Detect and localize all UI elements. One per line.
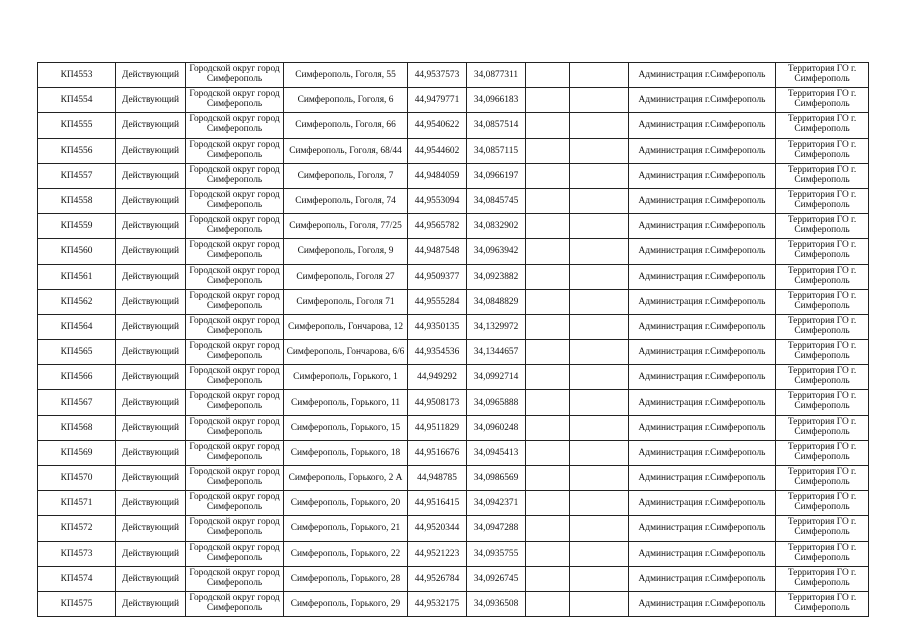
municipality-cell: Городской округ город Симферополь [186, 239, 284, 264]
empty-cell [570, 239, 629, 264]
owner-cell: Администрация г.Симферополь [629, 415, 776, 440]
territory-cell: Территория ГО г. Симферополь [776, 340, 869, 365]
latitude-cell: 44,9553094 [408, 188, 467, 213]
territory-cell: Территория ГО г. Симферополь [776, 264, 869, 289]
address-cell: Симферополь, Гоголя, 74 [284, 188, 408, 213]
longitude-cell: 34,0926745 [467, 566, 526, 591]
territory-cell: Территория ГО г. Симферополь [776, 188, 869, 213]
empty-cell [526, 365, 570, 390]
owner-cell: Администрация г.Симферополь [629, 239, 776, 264]
empty-cell [526, 440, 570, 465]
address-cell: Симферополь, Гоголя 71 [284, 289, 408, 314]
table-row [38, 264, 869, 289]
territory-cell: Территория ГО г. Симферополь [776, 289, 869, 314]
status-cell: Действующий [116, 541, 186, 566]
id-cell: КП4570 [38, 466, 116, 491]
empty-cell [570, 163, 629, 188]
empty-cell [526, 239, 570, 264]
empty-cell [570, 440, 629, 465]
latitude-cell: 44,9508173 [408, 390, 467, 415]
municipality-cell: Городской округ город Симферополь [186, 214, 284, 239]
id-cell: КП4560 [38, 239, 116, 264]
table-row [38, 390, 869, 415]
empty-cell [570, 365, 629, 390]
territory-cell: Территория ГО г. Симферополь [776, 566, 869, 591]
empty-cell [570, 138, 629, 163]
municipality-cell: Городской округ город Симферополь [186, 541, 284, 566]
territory-cell: Территория ГО г. Симферополь [776, 239, 869, 264]
id-cell: КП4558 [38, 188, 116, 213]
table-row [38, 239, 869, 264]
longitude-cell: 34,0877311 [467, 63, 526, 88]
id-cell: КП4553 [38, 63, 116, 88]
empty-cell [526, 264, 570, 289]
owner-cell: Администрация г.Симферополь [629, 541, 776, 566]
empty-cell [570, 541, 629, 566]
id-cell: КП4568 [38, 415, 116, 440]
empty-cell [526, 466, 570, 491]
municipality-cell: Городской округ город Симферополь [186, 415, 284, 440]
territory-cell: Территория ГО г. Симферополь [776, 466, 869, 491]
empty-cell [526, 214, 570, 239]
table-row [38, 365, 869, 390]
longitude-cell: 34,0992714 [467, 365, 526, 390]
id-cell: КП4556 [38, 138, 116, 163]
status-cell: Действующий [116, 239, 186, 264]
territory-cell: Территория ГО г. Симферополь [776, 163, 869, 188]
status-cell: Действующий [116, 163, 186, 188]
address-cell: Симферополь, Гоголя, 68/44 [284, 138, 408, 163]
territory-cell: Территория ГО г. Симферополь [776, 541, 869, 566]
longitude-cell: 34,0857514 [467, 113, 526, 138]
municipality-cell: Городской округ город Симферополь [186, 466, 284, 491]
owner-cell: Администрация г.Симферополь [629, 138, 776, 163]
longitude-cell: 34,0942371 [467, 491, 526, 516]
territory-cell: Территория ГО г. Симферополь [776, 314, 869, 339]
status-cell: Действующий [116, 63, 186, 88]
empty-cell [570, 566, 629, 591]
status-cell: Действующий [116, 138, 186, 163]
id-cell: КП4565 [38, 340, 116, 365]
longitude-cell: 34,0966197 [467, 163, 526, 188]
id-cell: КП4559 [38, 214, 116, 239]
owner-cell: Администрация г.Симферополь [629, 314, 776, 339]
latitude-cell: 44,9544602 [408, 138, 467, 163]
longitude-cell: 34,1329972 [467, 314, 526, 339]
latitude-cell: 44,9484059 [408, 163, 467, 188]
owner-cell: Администрация г.Симферополь [629, 390, 776, 415]
address-cell: Симферополь, Горького, 22 [284, 541, 408, 566]
id-cell: КП4571 [38, 491, 116, 516]
municipality-cell: Городской округ город Симферополь [186, 566, 284, 591]
latitude-cell: 44,9555284 [408, 289, 467, 314]
status-cell: Действующий [116, 591, 186, 616]
address-cell: Симферополь, Горького, 18 [284, 440, 408, 465]
empty-cell [570, 516, 629, 541]
longitude-cell: 34,0945413 [467, 440, 526, 465]
owner-cell: Администрация г.Симферополь [629, 163, 776, 188]
longitude-cell: 34,0848829 [467, 289, 526, 314]
address-cell: Симферополь, Гоголя, 6 [284, 88, 408, 113]
municipality-cell: Городской округ город Симферополь [186, 591, 284, 616]
latitude-cell: 44,948785 [408, 466, 467, 491]
municipality-cell: Городской округ город Симферополь [186, 491, 284, 516]
empty-cell [570, 340, 629, 365]
owner-cell: Администрация г.Симферополь [629, 440, 776, 465]
latitude-cell: 44,9511829 [408, 415, 467, 440]
address-cell: Симферополь, Гоголя, 55 [284, 63, 408, 88]
status-cell: Действующий [116, 566, 186, 591]
municipality-cell: Городской округ город Симферополь [186, 340, 284, 365]
latitude-cell: 44,9509377 [408, 264, 467, 289]
table-row [38, 88, 869, 113]
id-cell: КП4561 [38, 264, 116, 289]
address-cell: Симферополь, Гоголя, 9 [284, 239, 408, 264]
territory-cell: Территория ГО г. Симферополь [776, 88, 869, 113]
empty-cell [526, 314, 570, 339]
table-row [38, 138, 869, 163]
status-cell: Действующий [116, 516, 186, 541]
id-cell: КП4566 [38, 365, 116, 390]
status-cell: Действующий [116, 440, 186, 465]
municipality-cell: Городской округ город Симферополь [186, 390, 284, 415]
empty-cell [570, 63, 629, 88]
id-cell: КП4573 [38, 541, 116, 566]
latitude-cell: 44,9354536 [408, 340, 467, 365]
table-row [38, 113, 869, 138]
address-cell: Симферополь, Горького, 15 [284, 415, 408, 440]
longitude-cell: 34,0966183 [467, 88, 526, 113]
territory-cell: Территория ГО г. Симферополь [776, 516, 869, 541]
table-row [38, 163, 869, 188]
latitude-cell: 44,949292 [408, 365, 467, 390]
empty-cell [570, 264, 629, 289]
owner-cell: Администрация г.Симферополь [629, 188, 776, 213]
territory-cell: Территория ГО г. Симферополь [776, 365, 869, 390]
municipality-cell: Городской округ город Симферополь [186, 163, 284, 188]
address-cell: Симферополь, Гоголя, 7 [284, 163, 408, 188]
address-cell: Симферополь, Гончарова, 6/6 [284, 340, 408, 365]
table-body [38, 63, 869, 617]
owner-cell: Администрация г.Симферополь [629, 466, 776, 491]
id-cell: КП4562 [38, 289, 116, 314]
id-cell: КП4569 [38, 440, 116, 465]
table-row [38, 591, 869, 616]
latitude-cell: 44,9540622 [408, 113, 467, 138]
status-cell: Действующий [116, 340, 186, 365]
empty-cell [570, 491, 629, 516]
latitude-cell: 44,9520344 [408, 516, 467, 541]
longitude-cell: 34,0935755 [467, 541, 526, 566]
table-row [38, 491, 869, 516]
id-cell: КП4575 [38, 591, 116, 616]
empty-cell [570, 188, 629, 213]
municipality-cell: Городской округ город Симферополь [186, 440, 284, 465]
id-cell: КП4567 [38, 390, 116, 415]
id-cell: КП4572 [38, 516, 116, 541]
territory-cell: Территория ГО г. Симферополь [776, 113, 869, 138]
longitude-cell: 34,0832902 [467, 214, 526, 239]
table-row [38, 214, 869, 239]
empty-cell [570, 88, 629, 113]
municipality-cell: Городской округ город Симферополь [186, 365, 284, 390]
latitude-cell: 44,9526784 [408, 566, 467, 591]
table-row [38, 63, 869, 88]
status-cell: Действующий [116, 365, 186, 390]
territory-cell: Территория ГО г. Симферополь [776, 415, 869, 440]
longitude-cell: 34,1344657 [467, 340, 526, 365]
empty-cell [570, 591, 629, 616]
empty-cell [570, 466, 629, 491]
latitude-cell: 44,9516676 [408, 440, 467, 465]
empty-cell [526, 541, 570, 566]
empty-cell [526, 88, 570, 113]
empty-cell [526, 566, 570, 591]
municipality-cell: Городской округ город Симферополь [186, 289, 284, 314]
latitude-cell: 44,9532175 [408, 591, 467, 616]
territory-cell: Территория ГО г. Симферополь [776, 214, 869, 239]
longitude-cell: 34,0947288 [467, 516, 526, 541]
table-row [38, 466, 869, 491]
latitude-cell: 44,9537573 [408, 63, 467, 88]
id-cell: КП4555 [38, 113, 116, 138]
longitude-cell: 34,0923882 [467, 264, 526, 289]
address-cell: Симферополь, Горького, 1 [284, 365, 408, 390]
latitude-cell: 44,9516415 [408, 491, 467, 516]
municipality-cell: Городской округ город Симферополь [186, 88, 284, 113]
empty-cell [570, 415, 629, 440]
municipality-cell: Городской округ город Симферополь [186, 264, 284, 289]
empty-cell [526, 113, 570, 138]
owner-cell: Администрация г.Симферополь [629, 516, 776, 541]
status-cell: Действующий [116, 390, 186, 415]
id-cell: КП4564 [38, 314, 116, 339]
address-cell: Симферополь, Гоголя, 77/25 [284, 214, 408, 239]
status-cell: Действующий [116, 289, 186, 314]
municipality-cell: Городской округ город Симферополь [186, 314, 284, 339]
table-row [38, 516, 869, 541]
territory-cell: Территория ГО г. Симферополь [776, 138, 869, 163]
status-cell: Действующий [116, 415, 186, 440]
longitude-cell: 34,0936508 [467, 591, 526, 616]
territory-cell: Территория ГО г. Симферополь [776, 491, 869, 516]
owner-cell: Администрация г.Симферополь [629, 289, 776, 314]
owner-cell: Администрация г.Симферополь [629, 264, 776, 289]
territory-cell: Территория ГО г. Симферополь [776, 63, 869, 88]
longitude-cell: 34,0857115 [467, 138, 526, 163]
table-row [38, 314, 869, 339]
owner-cell: Администрация г.Симферополь [629, 113, 776, 138]
address-cell: Симферополь, Горького, 29 [284, 591, 408, 616]
address-cell: Симферополь, Гоголя 27 [284, 264, 408, 289]
empty-cell [570, 390, 629, 415]
address-cell: Симферополь, Горького, 21 [284, 516, 408, 541]
longitude-cell: 34,0845745 [467, 188, 526, 213]
registry-table [37, 62, 869, 617]
owner-cell: Администрация г.Симферополь [629, 63, 776, 88]
table-row [38, 415, 869, 440]
empty-cell [526, 491, 570, 516]
empty-cell [526, 289, 570, 314]
empty-cell [570, 289, 629, 314]
owner-cell: Администрация г.Симферополь [629, 591, 776, 616]
status-cell: Действующий [116, 214, 186, 239]
empty-cell [570, 113, 629, 138]
address-cell: Симферополь, Гончарова, 12 [284, 314, 408, 339]
table-row [38, 340, 869, 365]
owner-cell: Администрация г.Симферополь [629, 340, 776, 365]
municipality-cell: Городской округ город Симферополь [186, 188, 284, 213]
table-row [38, 289, 869, 314]
empty-cell [570, 214, 629, 239]
municipality-cell: Городской округ город Симферополь [186, 516, 284, 541]
status-cell: Действующий [116, 314, 186, 339]
owner-cell: Администрация г.Симферополь [629, 491, 776, 516]
empty-cell [526, 516, 570, 541]
longitude-cell: 34,0963942 [467, 239, 526, 264]
address-cell: Симферополь, Горького, 11 [284, 390, 408, 415]
longitude-cell: 34,0965888 [467, 390, 526, 415]
address-cell: Симферополь, Горького, 20 [284, 491, 408, 516]
latitude-cell: 44,9487548 [408, 239, 467, 264]
empty-cell [526, 163, 570, 188]
status-cell: Действующий [116, 88, 186, 113]
empty-cell [526, 188, 570, 213]
territory-cell: Территория ГО г. Симферополь [776, 390, 869, 415]
table-row [38, 541, 869, 566]
table-row [38, 188, 869, 213]
status-cell: Действующий [116, 466, 186, 491]
empty-cell [526, 138, 570, 163]
table-row [38, 566, 869, 591]
empty-cell [526, 390, 570, 415]
owner-cell: Администрация г.Симферополь [629, 365, 776, 390]
status-cell: Действующий [116, 188, 186, 213]
owner-cell: Администрация г.Симферополь [629, 214, 776, 239]
address-cell: Симферополь, Гоголя, 66 [284, 113, 408, 138]
municipality-cell: Городской округ город Симферополь [186, 63, 284, 88]
empty-cell [526, 63, 570, 88]
id-cell: КП4574 [38, 566, 116, 591]
longitude-cell: 34,0986569 [467, 466, 526, 491]
territory-cell: Территория ГО г. Симферополь [776, 591, 869, 616]
status-cell: Действующий [116, 264, 186, 289]
table-row [38, 440, 869, 465]
empty-cell [526, 415, 570, 440]
owner-cell: Администрация г.Симферополь [629, 566, 776, 591]
address-cell: Симферополь, Горького, 28 [284, 566, 408, 591]
status-cell: Действующий [116, 113, 186, 138]
latitude-cell: 44,9350135 [408, 314, 467, 339]
territory-cell: Территория ГО г. Симферополь [776, 440, 869, 465]
empty-cell [570, 314, 629, 339]
owner-cell: Администрация г.Симферополь [629, 88, 776, 113]
municipality-cell: Городской округ город Симферополь [186, 113, 284, 138]
latitude-cell: 44,9565782 [408, 214, 467, 239]
longitude-cell: 34,0960248 [467, 415, 526, 440]
empty-cell [526, 340, 570, 365]
id-cell: КП4554 [38, 88, 116, 113]
id-cell: КП4557 [38, 163, 116, 188]
latitude-cell: 44,9521223 [408, 541, 467, 566]
status-cell: Действующий [116, 491, 186, 516]
municipality-cell: Городской округ город Симферополь [186, 138, 284, 163]
address-cell: Симферополь, Горького, 2 А [284, 466, 408, 491]
empty-cell [526, 591, 570, 616]
latitude-cell: 44,9479771 [408, 88, 467, 113]
